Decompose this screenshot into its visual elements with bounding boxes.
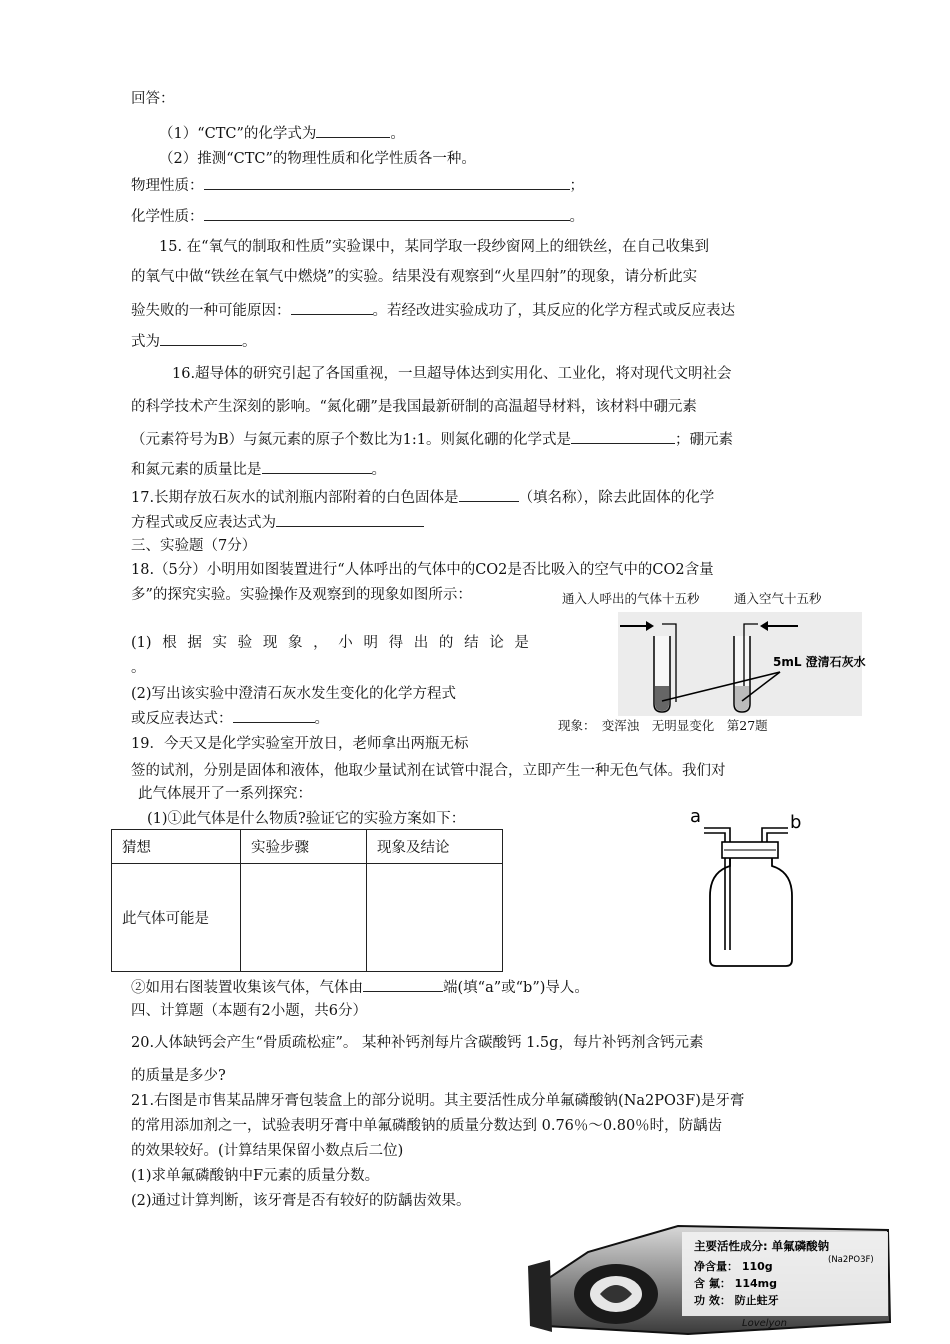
- volume-label: 5mL 澄清石灰水: [773, 655, 866, 669]
- q19-sub2-end: 端(填“a”或“b”)导人。: [443, 980, 589, 996]
- chemical-property-blank[interactable]: [204, 205, 570, 221]
- table-header: 猜想: [112, 830, 241, 864]
- ingredient-text: 主要活性成分: 单氟磷酸钠: [694, 1239, 830, 1253]
- q18-part1-char: 的: [438, 635, 454, 651]
- white-solid-blank[interactable]: [459, 486, 519, 502]
- q18-part1-char: 现: [262, 635, 278, 651]
- q21-part1: (1)求单氟磷酸钠中F元素的质量分数。: [131, 1168, 380, 1184]
- q14-part1: [159, 122, 405, 144]
- fig-caption: 现象： 变浑浊 无明显变化 第27题: [558, 718, 768, 733]
- q18-part2-line1: (2)写出该实验中澄清石灰水发生变化的化学方程式: [131, 686, 457, 702]
- q19-sub2-text: ②如用右图装置收集该气体，气体由: [131, 980, 363, 996]
- fig-label-air: 通入空气十五秒: [734, 591, 822, 606]
- chemical-property-line: [131, 205, 584, 227]
- q18-part1-char: 是: [514, 635, 529, 651]
- fig-label-exhaled: 通入人呼出的气体十五秒: [562, 591, 700, 606]
- q15-line4-end: 。: [242, 334, 257, 350]
- bottle-body: [710, 858, 792, 966]
- remove-solid-equation-blank[interactable]: [276, 511, 424, 527]
- q15-line4-text: 式为: [131, 334, 160, 350]
- q15-line3: [131, 299, 735, 321]
- q18-part2-line2: [131, 707, 329, 729]
- answer-lead: 回答：: [131, 91, 175, 107]
- formula-text: (Na2PO3F): [828, 1255, 874, 1265]
- q14-part1-text: （1）“CTC”的化学式为: [159, 126, 317, 142]
- section-4-heading: 四、计算题（本题有2小题，共6分）: [131, 1003, 367, 1019]
- experiment-plan-table: [111, 829, 503, 972]
- q16-line4-end: 。: [371, 462, 386, 478]
- toothpaste-package: [528, 1222, 894, 1336]
- q18-line2: 多”的探究实验。实验操作及观察到的现象如图所示：: [131, 587, 472, 603]
- bottle-label-a: a: [690, 806, 702, 827]
- q17-line1-end: （填名称），除去此固体的化学: [518, 490, 715, 506]
- test-tube-figure: [558, 606, 868, 718]
- q19-sub1: (1)①此气体是什么物质?验证它的实验方案如下：: [147, 811, 466, 827]
- boron-nitride-formula-blank[interactable]: [571, 428, 675, 444]
- q17-line2: [131, 511, 424, 533]
- gas-bottle-figure: [684, 800, 824, 970]
- chemical-property-end: 。: [569, 209, 584, 225]
- physical-property-blank[interactable]: [204, 174, 570, 190]
- q18-part1: [131, 633, 529, 653]
- q19-line3: 此气体展开了一系列探究：: [138, 786, 312, 802]
- net-weight-text: 净含量： 110g: [694, 1260, 773, 1273]
- section-3-heading: 三、实验题（7分）: [131, 538, 257, 554]
- brand-name: Lovelyon: [742, 1318, 787, 1329]
- q18-part1-char: 象: [287, 635, 303, 651]
- physical-property-end: ；: [569, 178, 584, 194]
- q15-line4: [131, 330, 257, 352]
- q18-part2-text: 或反应表达式：: [131, 711, 233, 727]
- table-cell-steps[interactable]: [241, 864, 367, 972]
- q18-part1-char: 验: [237, 635, 253, 651]
- q21-line3: 的效果较好。(计算结果保留小数点后二位): [131, 1143, 404, 1159]
- q18-part1-char: 得: [388, 635, 404, 651]
- q15-line2: 的氧气中做“铁丝在氧气中燃烧”的实验。结果没有观察到“火星四射”的现象，请分析此实: [131, 269, 698, 285]
- q19-sub2: [131, 976, 589, 998]
- ctc-formula-blank[interactable]: [316, 122, 390, 138]
- table-cell-result[interactable]: [367, 864, 503, 972]
- q18-part1-justified: [131, 633, 529, 653]
- q16-line4: [131, 458, 386, 480]
- q15-line3-end: 。若经改进实验成功了，其反应的化学方程式或反应表达: [372, 303, 735, 319]
- q18-part1-char: ，: [313, 635, 328, 651]
- chemical-property-label: 化学性质：: [131, 209, 204, 225]
- q14-part2: （2）推测“CTC”的物理性质和化学性质各一种。: [159, 151, 476, 167]
- q18-part1-end: 。: [131, 660, 146, 676]
- q14-part1-end: 。: [390, 126, 405, 142]
- q21-line2: 的常用添加剂之一，试验表明牙膏中单氟磷酸钠的质量分数达到 0.76％～0.80％时，防龋齿: [131, 1118, 723, 1134]
- q18-part1-char: 小: [338, 635, 353, 651]
- table-header: 现象及结论: [367, 830, 503, 864]
- iron-equation-blank[interactable]: [160, 330, 242, 346]
- fluorine-text: 含 氟： 114mg: [694, 1277, 777, 1290]
- q15-line3-text: 验失败的一种可能原因：: [131, 303, 291, 319]
- physical-property-line: [131, 174, 584, 196]
- q17-line2-text: 方程式或反应表达式为: [131, 515, 276, 531]
- q16-line3-text: （元素符号为B）与氮元素的原子个数比为1:1。则氮化硼的化学式是: [131, 432, 571, 448]
- q18-part1-char: 出: [413, 635, 429, 651]
- q21-line1: 21.右图是市售某品牌牙膏包装盒上的部分说明。其主要活性成分单氟磷酸钠(Na2PO3F)是牙膏: [131, 1093, 745, 1109]
- q21-part2: (2)通过计算判断，该牙膏是否有较好的防龋齿效果。: [131, 1193, 471, 1209]
- q18-line1: 18.（5分）小明用如图装置进行“人体呼出的气体中的CO2是否比吸入的空气中的CO2含量: [131, 562, 714, 578]
- table-header: 实验步骤: [241, 830, 367, 864]
- q16-line3: [131, 428, 733, 450]
- failure-reason-blank[interactable]: [291, 299, 373, 315]
- q20-line1: 20.人体缺钙会产生“骨质疏松症”。 某种补钙剂每片含碳酸钙 1.5g，每片补钙剂含钙元素: [131, 1035, 704, 1051]
- mass-ratio-blank[interactable]: [262, 458, 372, 474]
- q18-part1-char: 论: [489, 635, 504, 651]
- q17-line1: [131, 486, 714, 508]
- q16-line2: 的科学技术产生深刻的影响。“氮化硼”是我国最新研制的高温超导材料，该材料中硼元素: [131, 399, 697, 415]
- q18-part1-char: 根: [162, 635, 177, 651]
- toothpaste-cap: [528, 1260, 552, 1332]
- table-row: [112, 864, 503, 972]
- gas-inlet-blank[interactable]: [363, 976, 443, 992]
- limewater-equation-blank[interactable]: [233, 707, 315, 723]
- q19-line2: 签的试剂，分别是固体和液体，他取少量试剂在试管中混合，立即产生一种无色气体。我们对: [131, 763, 726, 779]
- q20-line2: 的质量是多少?: [131, 1068, 226, 1084]
- table-header-row: [112, 830, 503, 864]
- bottle-label-b: b: [790, 812, 802, 833]
- q16-line3-end: ；硼元素: [675, 432, 733, 448]
- table-cell-guess[interactable]: 此气体可能是: [112, 864, 241, 972]
- q15-line1: 15. 在“氧气的制取和性质”实验课中，某同学取一段纱窗网上的细铁丝，在自己收集到: [159, 239, 709, 255]
- q18-part1-char: (1): [131, 635, 152, 651]
- q16-line4-text: 和氮元素的质量比是: [131, 462, 262, 478]
- q19-line1: 19．今天又是化学实验室开放日，老师拿出两瓶无标: [131, 736, 469, 752]
- q18-part1-char: 结: [464, 635, 479, 651]
- q18-part2-end: 。: [314, 711, 329, 727]
- q16-line1: 16.超导体的研究引起了各国重视，一旦超导体达到实用化、工业化，将对现代文明社会: [172, 366, 732, 382]
- q17-line1-text: 17.长期存放石灰水的试剂瓶内部附着的白色固体是: [131, 490, 459, 506]
- q18-part1-char: 据: [187, 635, 202, 651]
- q18-part1-char: 实: [212, 635, 228, 651]
- physical-property-label: 物理性质：: [131, 178, 204, 194]
- q18-part1-char: 明: [363, 635, 378, 651]
- effect-text: 功 效： 防止蛀牙: [694, 1294, 779, 1307]
